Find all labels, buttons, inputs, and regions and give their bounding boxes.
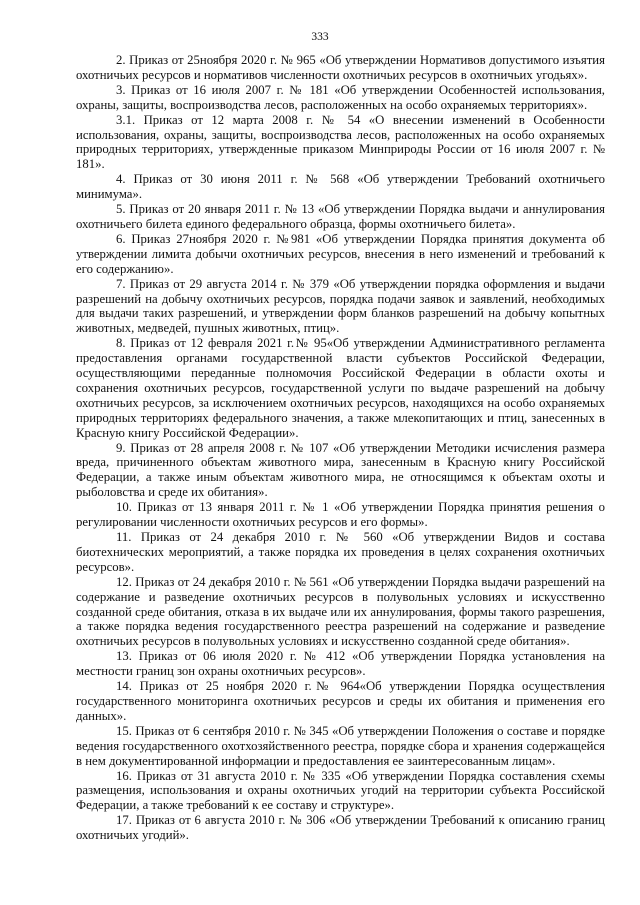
order-item-8: 8. Приказ от 12 февраля 2021 г.№ 95«Об утверждении Административного регламента предоставления органами государственной власти субъектов Российской Федерации, осуществляющими переданные полномочия Российской Федерации в области охоты и сохранения охотничьих ресурсов, государственной услуги по выдаче разрешений на добычу охотничьих ресурсов, за исключением охотничьих ресурсов, находящихся на особо охраняемых природных территориях федерального значения, а также млекопитающих и птиц, занесенных в Красную книгу Российской Федерации». bbox=[76, 336, 605, 440]
order-item-17: 17. Приказ от 6 августа 2010 г. № 306 «Об утверждении Требований к описанию границ охотничьих угодий». bbox=[76, 813, 605, 843]
order-item-2: 2. Приказ от 25ноября 2020 г. № 965 «Об утверждении Нормативов допустимого изъятия охотничьих ресурсов и нормативов численности охотничьих ресурсов в охотничьих угодьях». bbox=[76, 53, 605, 82]
order-item-10: 10. Приказ от 13 января 2011 г. № 1 «Об утверждении Порядка принятия решения о регулировании численности охотничьих ресурсов и его формы». bbox=[76, 500, 605, 530]
order-item-16: 16. Приказ от 31 августа 2010 г. № 335 «Об утверждении Порядка составления схемы размещения, использования и охраны охотничьих угодий на территории субъекта Российской Федерации, а также требований к ее составу и структуре». bbox=[76, 768, 605, 813]
order-item-11: 11. Приказ от 24 декабря 2010 г. № 560 «Об утверждении Видов и состава биотехнических мероприятий, а также порядка их проведения в целях сохранения охотничьих ресурсов». bbox=[76, 530, 605, 574]
order-item-6: 6. Приказ 27ноября 2020 г. №981 «Об утверждении Порядка принятия документа об утверждении лимита добычи охотничьих ресурсов, внесения в него изменений и требований к его содержанию». bbox=[76, 231, 605, 276]
order-item-7: 7. Приказ от 29 августа 2014 г. № 379 «Об утверждении порядка оформления и выдачи разрешений на добычу охотничьих ресурсов, порядка подачи заявок и заявлений, необходимых для выдачи таких разрешений, и утверждении форм бланков разрешений на добычу копытных животных, медведей, пушных животных, птиц». bbox=[76, 276, 605, 336]
order-item-12: 12. Приказ от 24 декабря 2010 г. № 561 «Об утверждении Порядка выдачи разрешений на содержание и разведение охотничьих ресурсов в полувольных условиях и искусственно созданной среде обитания, отказа в их выдаче или их аннулирования, формы такого разрешения, а также порядка ведения государственного реестра разрешений на содержание и разведение охотничьих ресурсов в полувольных условиях и искусственно созданной среде обитания». bbox=[76, 574, 605, 649]
order-item-3-1: 3.1. Приказ от 12 марта 2008 г. № 54 «О внесении изменений в Особенности использования, охраны, защиты, воспроизводства лесов, расположенных на особо охраняемых природных территориях, утвержденные приказом Минприроды России от 16 июля 2007 г. № 181». bbox=[76, 112, 605, 172]
order-item-13: 13. Приказ от 06 июля 2020 г. № 412 «Об утверждении Порядка установления на местности границ зон охраны охотничьих ресурсов». bbox=[76, 649, 605, 679]
order-item-5: 5. Приказ от 20 января 2011 г. № 13 «Об утверждении Порядка выдачи и аннулирования охотничьего билета единого федерального образца, формы охотничьего билета». bbox=[76, 202, 605, 231]
order-item-15: 15. Приказ от 6 сентября 2010 г. № 345 «Об утверждении Положения о составе и порядке ведения государственного охотхозяйственного реестра, порядке сбора и хранения содержащейся в нем документированной информации и предоставления ее заинтересованным лицам». bbox=[76, 723, 605, 768]
document-body bbox=[76, 53, 605, 843]
order-item-9: 9. Приказ от 28 апреля 2008 г. № 107 «Об утверждении Методики исчисления размера вреда, причиненного объектам животного мира, занесенным в Красную книгу Российской Федерации, а также иным объектам животного мира, не относящимся к объектам охоты и рыболовства и среде их обитания». bbox=[76, 440, 605, 500]
order-item-14: 14. Приказ от 25 ноября 2020 г.№ 964«Об утверждении Порядка осуществления государственного мониторинга охотничьих ресурсов и среды их обитания и применения его данных». bbox=[76, 679, 605, 723]
page-number: 333 bbox=[311, 31, 329, 43]
order-item-3: 3. Приказ от 16 июля 2007 г. № 181 «Об утверждении Особенностей использования, охраны, защиты, воспроизводства лесов, расположенных на особо охраняемых территориях». bbox=[76, 82, 605, 112]
order-item-4: 4. Приказ от 30 июня 2011 г. № 568 «Об утверждении Требований охотничьего минимума». bbox=[76, 172, 605, 202]
